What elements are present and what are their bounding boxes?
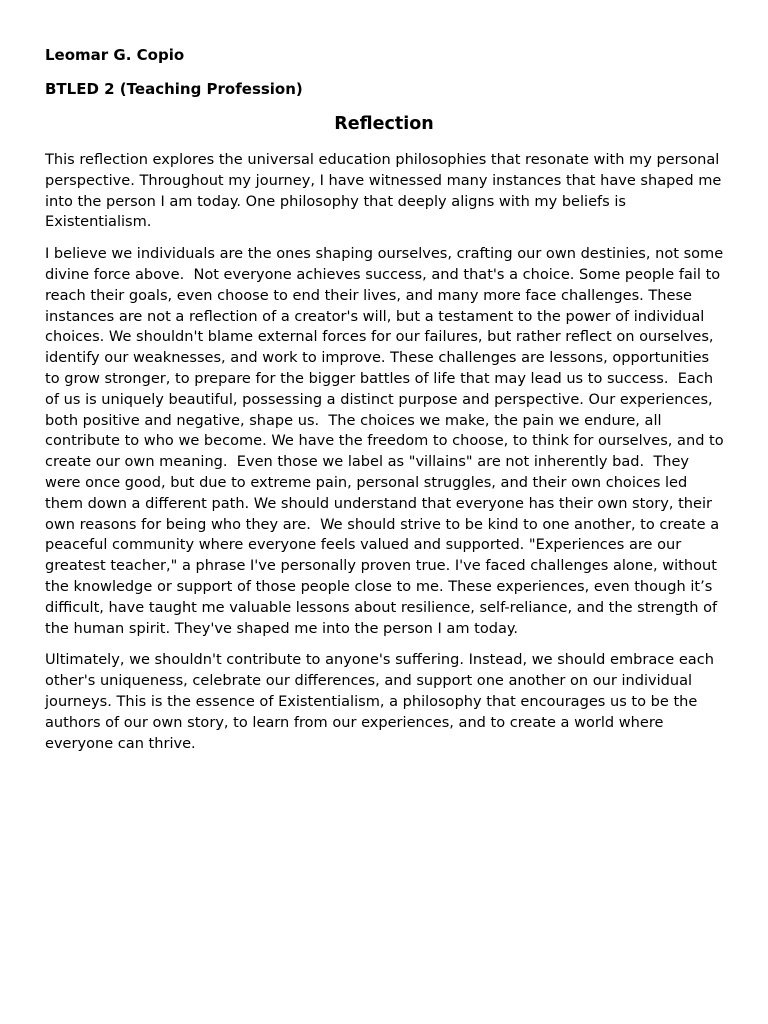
course-label: BTLED 2 (Teaching Profession) xyxy=(45,80,303,98)
document-body xyxy=(45,150,729,765)
author-name: Leomar G. Copio xyxy=(45,46,185,64)
document-title: Reflection xyxy=(334,114,434,134)
paragraph-intro: This reflection explores the universal education philosophies that resonate with my personal perspective. Throughout my journey, I have witnessed many instances that have shaped me into the person I am today. One philosophy that deeply aligns with my beliefs is Existentialism. xyxy=(45,151,726,231)
paragraph-main: I believe we individuals are the ones shaping ourselves, crafting our own destinies, not some divine force above. Not everyone achieves success, and that's a choice. Some people fail to reach their goals, even choose to end their lives, and many more face challenges. These instances are not a reflection of a creator's will, but a testament to the power of individual choices. We shouldn't blame external forces for our failures, but rather reflect on ourselves, identify our weaknesses, and work to improve. These challenges are lessons, opportunities to grow stronger, to prepare for the bigger battles of life that may lead us to success. Each of us is uniquely beautiful, possessing a distinct purpose and perspective. Our experiences, both positive and negative, shape us. The choices we make, the pain we endure, all contribute to who we become. We have the freedom to choose, to think for ourselves, and to create our own meaning. Even those we label as "villains" are not inherently bad. They were once good, but due to extreme pain, personal struggles, and their own choices led them down a different path. We should understand that everyone has their own story, their own reasons for being who they are. We should strive to be kind to one another, to create a peaceful community where everyone feels valued and supported. "Experiences are our greatest teacher," a phrase I've personally proven true. I've faced challenges alone, without the knowledge or support of those people close to me. These experiences, even though it’s difficult, have taught me valuable lessons about resilience, self-reliance, and the strength of the human spirit. They've shaped me into the person I am today. xyxy=(45,245,729,637)
paragraph-conclusion: Ultimately, we shouldn't contribute to anyone's suffering. Instead, we should embrace each other's uniqueness, celebrate our differences, and support one another on our individual journeys. This is the essence of Existentialism, a philosophy that encourages us to be the authors of our own story, to learn from our experiences, and to create a world where everyone can thrive. xyxy=(45,651,719,752)
